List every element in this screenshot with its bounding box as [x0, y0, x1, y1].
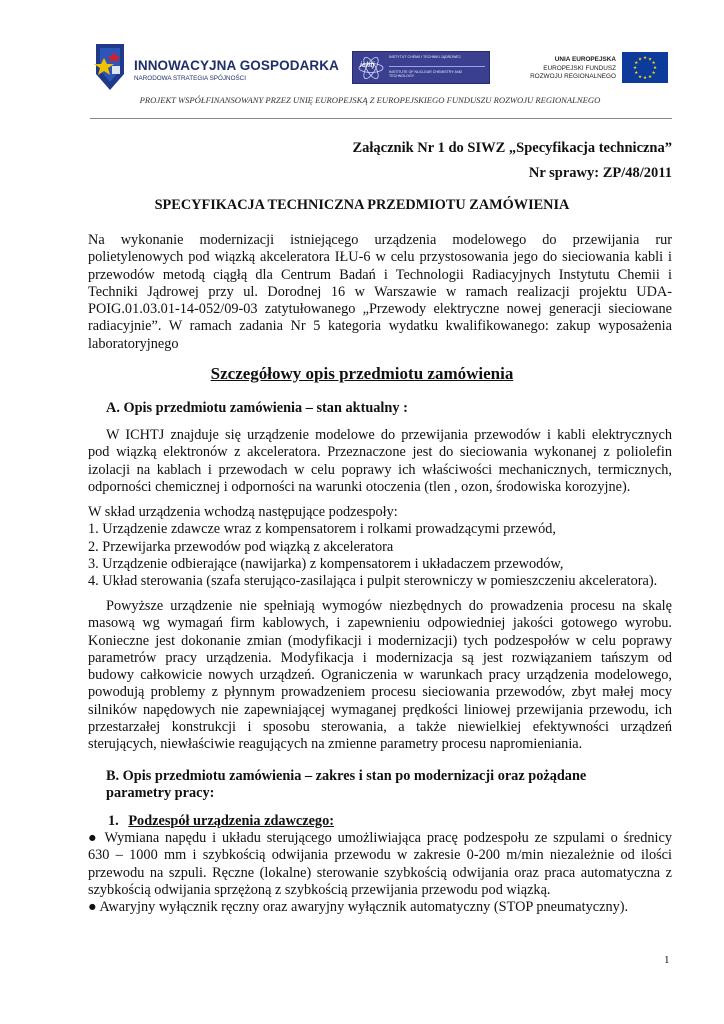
ig-logo-subtitle: NARODOWA STRATEGIA SPÓJNOŚCI [134, 75, 246, 82]
paragraph-line: przestarzałej konstrukcji i sposobu sterowania, a także niewielkiej efektywności urządzeń [88, 719, 672, 736]
paragraph-line: parametrów pracy urządzenia. Modyfikacja i modernizacja są jest rozwiązaniem tańszym od [88, 649, 672, 666]
eu-star-icon: ★ [651, 70, 656, 76]
ichtj-name-en: INSTITUTE OF NUCLEAR CHEMISTRY AND TECHNOLOGY [389, 70, 463, 79]
paragraph-line: pod wiązką elektronów z akceleratora. Przeznaczone jest do sieciowania wykonanej z poliolefin [88, 444, 672, 461]
subsection-1-number: 1. [108, 813, 119, 829]
components-list [88, 504, 657, 590]
paragraph-line: silników napędowych nie zapewniającej wymaganej prędkości liniowej przewijania przewodu, ich [88, 701, 672, 718]
subsection-1-bullet-2 [88, 899, 628, 916]
bullet-line: 630 – 1000 mm i szybkością odwijania przewodu w zakresie 0-200 m/min niezależnie od ilości [88, 847, 672, 864]
ichtj-name-pl: INSTYTUT CHEMII I TECHNIKI JĄDROWEJ [389, 55, 461, 59]
page-number: 1 [664, 954, 670, 966]
eu-star-icon: ★ [634, 70, 639, 76]
eu-star-icon: ★ [642, 75, 648, 81]
eu-star-icon: ★ [637, 73, 643, 79]
paragraph-line: izolacji na kablach i przewodach w celu poprawy ich właściwości mechanicznych, termicznych, [88, 461, 672, 478]
subsection-1-heading [108, 813, 334, 830]
paragraph-line: odporności chemicznej i odporności na warunki otoczenia (tlen , ozon, środowiska korozyjne). [88, 478, 631, 495]
intro-line: POIG.01.03.01-14-052/09-03 zatytułowanego „Przewody elektryczne nowej generacji sieciowane [88, 301, 672, 318]
eu-flag-icon [622, 52, 668, 83]
subsection-1-bullet-1 [88, 830, 672, 899]
eu-star-icon: ★ [647, 56, 653, 62]
ichtj-divider [389, 66, 485, 67]
section-a-paragraph-2 [88, 598, 672, 754]
paragraph-line: W ICHTJ znajduje się urządzenie modelowe do przewijania przewodów i kabli elektrycznych [106, 427, 672, 443]
bullet-line: szybkością odwijania sprzężoną z szybkością przewijania przewodu pod wiązką. [88, 881, 551, 898]
ichtj-abbreviation: ichtj [360, 62, 375, 69]
case-number: Nr sprawy: ZP/48/2011 [528, 165, 672, 181]
intro-line: przewodów metodą ciągłą dla Centrum Badań i Technologii Radiacyjnych Instytutu Chemii i [88, 266, 672, 283]
document-title: SPECYFIKACJA TECHNICZNA PRZEDMIOTU ZAMÓWIENIA [154, 197, 570, 213]
attachment-label: Załącznik Nr 1 do SIWZ „Specyfikacja techniczna” [352, 140, 672, 156]
cofinancing-note: PROJEKT WSPÓŁFINANSOWANY PRZEZ UNIĘ EUROPEJSKĄ Z EUROPEJSKIEGO FUNDUSZU ROZWOJU REGIONALNEGO [139, 95, 601, 105]
list-item: 3. Urządzenie odbierające (nawijarka) z kompensatorem i układaczem przewodów, [88, 555, 564, 572]
intro-line: polietylenowych pod wiązką akceleratora IŁU-6 w celu przystosowania jego do sieciowania kabli i [88, 249, 672, 266]
eu-star-icon: ★ [652, 65, 658, 71]
intro-line: laboratoryjnego [88, 335, 179, 352]
section-a-paragraph-1 [88, 427, 672, 496]
subsection-1-title: Podzespół urządzenia zdawczego: [128, 813, 334, 829]
eu-logo-line2: EUROPEJSKI FUNDUSZ [543, 65, 616, 72]
eu-logo-line3: ROZWOJU REGIONALNEGO [530, 73, 616, 80]
list-item: 4. Układ sterowania (szafa sterująco-zasilająca i pulpit sterowniczy w pomieszczeniu akceleratora). [88, 573, 658, 590]
paragraph-line: budowy całkowicie nowych urządzeń. Ograniczenia w warunkach pracy urządzenia modelowego, [88, 667, 672, 684]
paragraph-line: sterujących, niewłaściwie reagujących na zmienne parametry procesu napromieniania. [88, 736, 583, 753]
intro-line: Na wykonanie modernizacji istniejącego urządzenia modelowego do przewijania rur [88, 232, 672, 248]
section-a-heading: A. Opis przedmiotu zamówienia – stan aktualny : [106, 400, 408, 416]
ichtj-logo [352, 51, 490, 84]
paragraph-line: masową wg wymagań firm kablowych, i zapewnieniu odpowiedniej jakości gotowego wyrobu. [88, 615, 672, 632]
eu-star-icon: ★ [632, 65, 638, 71]
eu-star-icon: ★ [637, 56, 643, 62]
paragraph-line: powodują problemy z płynnym prowadzeniem procesu sieciowania przewodów, zbyt małej mocy [88, 684, 672, 701]
bullet-line: ● Wymiana napędu i układu sterującego umożliwiająca pracę podzespołu ze szpulami o średnicy [88, 830, 672, 846]
eu-star-icon: ★ [651, 60, 656, 66]
eu-logo-line1: UNIA EUROPEJSKA [554, 56, 616, 63]
details-heading: Szczegółowy opis przedmiotu zamówienia [210, 364, 514, 383]
intro-line: Techniki Jądrowej przy ul. Dorodnej 16 w Warszawie w ramach realizacji projektu UDA- [88, 283, 672, 300]
innowacyjna-gospodarka-logo [94, 44, 339, 90]
bullet-line: ● Awaryjny wyłącznik ręczny oraz awaryjny wyłącznik automatyczny (STOP pneumatyczny). [88, 899, 629, 915]
eu-star-icon: ★ [642, 55, 648, 61]
eu-logo [528, 48, 672, 88]
intro-paragraph [88, 232, 672, 353]
paragraph-line: Powyższe urządzenie nie spełniają wymogów niezbędnych do prowadzenia procesu na skalę [106, 598, 672, 614]
intro-line: radiacyjnie”. W ramach zadania Nr 5 kategoria wydatku kwalifikowanego: zakup wyposażenia [88, 318, 672, 335]
components-intro: W skład urządzenia wchodzą następujące podzespoły: [88, 504, 398, 520]
bullet-line: przewodu na szpuli. Ręczne (lokalne) sterowanie szybkością odwijania oraz praca automatyczna z [88, 864, 672, 881]
ig-logo-title: INNOWACYJNA GOSPODARKA [134, 58, 339, 73]
section-b-heading-cont: parametry pracy: [106, 785, 215, 801]
eu-star-icon: ★ [647, 73, 653, 79]
section-b-heading: B. Opis przedmiotu zamówienia – zakres i stan po modernizacji oraz pożądane [106, 768, 587, 784]
header-divider [90, 118, 672, 119]
list-item: 2. Przewijarka przewodów pod wiązką z akceleratora [88, 538, 394, 555]
list-item: 1. Urządzenie zdawcze wraz z kompensatorem i rolkami prowadzącymi przewód, [88, 521, 557, 538]
innowacyjna-gospodarka-emblem-icon [94, 44, 128, 90]
eu-star-icon: ★ [634, 60, 639, 66]
paragraph-line: Konieczne jest dokonanie zmian (modyfikacji i modernizacji) tych podzespołów w celu poprawy [88, 632, 672, 649]
